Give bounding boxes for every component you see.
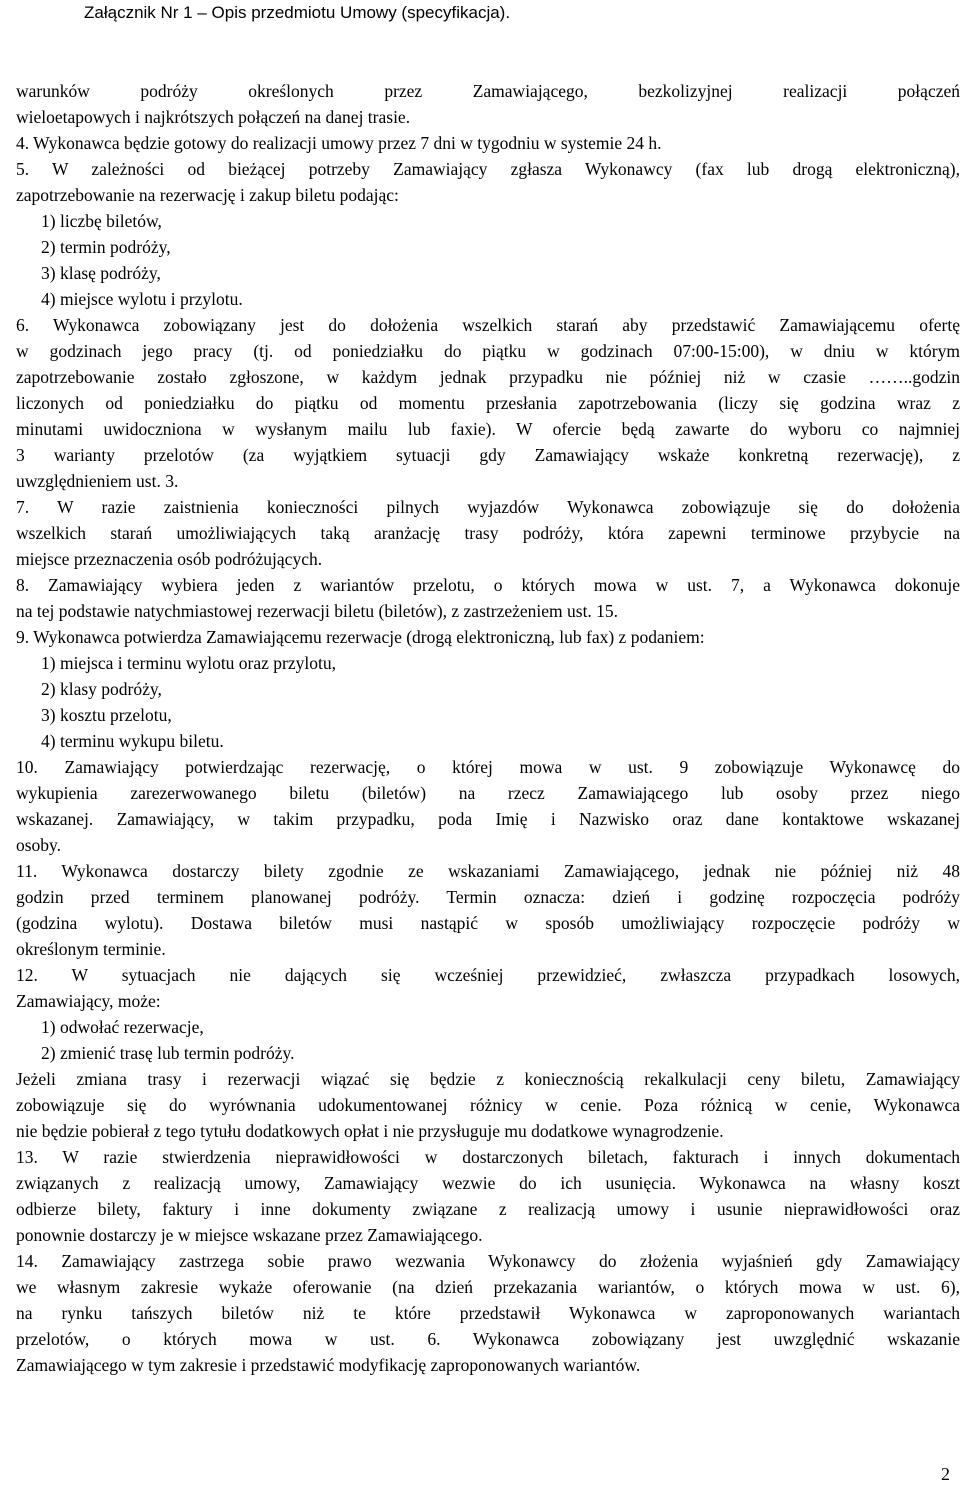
list-item: 3) kosztu przelotu, (41, 705, 172, 725)
text-line: godzin przed terminem planowanej podróży. Termin oznacza: dzień i godzinę rozpoczęcia podróży (16, 887, 960, 907)
list-item: 4) terminu wykupu biletu. (41, 731, 224, 751)
text-line: 8. Zamawiający wybiera jeden z wariantów przelotu, o których mowa w ust. 7, a Wykonawca dokonuje (16, 575, 960, 595)
text-line: wszelkich starań umożliwiających taką aranżację trasy podróży, która zapewni terminowe przybycie na (16, 523, 960, 543)
text-line: odbierze bilety, faktury i inne dokumenty związane z realizacją umowy i usunie nieprawidłowości oraz (16, 1199, 960, 1219)
text-line: 5. W zależności od bieżącej potrzeby Zamawiający zgłasza Wykonawcy (fax lub drogą elektroniczną), (16, 159, 960, 179)
text-line: (godzina wylotu). Dostawa biletów musi nastąpić w sposób umożliwiający rozpoczęcie podróży w (16, 913, 960, 933)
text-line: 11. Wykonawca dostarczy bilety zgodnie ze wskazaniami Zamawiającego, jednak nie później niż 48 (16, 861, 960, 881)
text-line: 7. W razie zaistnienia konieczności pilnych wyjazdów Wykonawca zobowiązuje się do dołożenia (16, 497, 960, 517)
text-line: na rynku tańszych biletów niż te które przedstawił Wykonawca w zaproponowanych wariantach (16, 1303, 960, 1323)
text-line: Jeżeli zmiana trasy i rezerwacji wiązać się będzie z koniecznością rekalkulacji ceny biletu, Zamawiający (16, 1069, 960, 1089)
text-line: wieloetapowych i najkrótszych połączeń na danej trasie. (16, 107, 411, 127)
list-item: 2) termin podróży, (41, 237, 171, 257)
text-line: 12. W sytuacjach nie dających się wcześniej przewidzieć, zwłaszcza przypadkach losowych, (16, 965, 960, 985)
text-line: minutami uwidoczniona w wysłanym mailu lub faxie). W ofercie będą zawarte do wyboru co najmniej (16, 419, 960, 439)
text-line: warunków podróży określonych przez Zamawiającego, bezkolizyjnej realizacji połączeń (16, 81, 960, 101)
text-line: ponownie dostarczy je w miejsce wskazane przez Zamawiającego. (16, 1225, 483, 1245)
text-line: we własnym zakresie wykaże oferowanie (na dzień przekazania wariantów, o których mowa w ust. 6), (16, 1277, 960, 1297)
text-line: osoby. (16, 835, 62, 855)
text-line: związanych z realizacją umowy, Zamawiający wezwie do ich usunięcia. Wykonawca na własny koszt (16, 1173, 960, 1193)
list-item: 1) liczbę biletów, (41, 211, 162, 231)
text-line: nie będzie pobierał z tego tytułu dodatkowych opłat i nie przysługuje mu dodatkowe wynagrodzenie. (16, 1121, 724, 1141)
text-line: Zamawiającego w tym zakresie i przedstawić modyfikację zaproponowanych wariantów. (16, 1355, 641, 1375)
text-line: 4. Wykonawca będzie gotowy do realizacji umowy przez 7 dni w tygodniu w systemie 24 h. (16, 133, 662, 153)
text-line: wskazanej. Zamawiający, w takim przypadku, poda Imię i Nazwisko oraz dane kontaktowe wskazanej (16, 809, 960, 829)
text-line: 6. Wykonawca zobowiązany jest do dołożenia wszelkich starań aby przedstawić Zamawiającemu ofertę (16, 315, 960, 335)
page-number: 2 (941, 1464, 950, 1484)
text-line: 3 warianty przelotów (za wyjątkiem sytuacji gdy Zamawiający wskaże konkretną rezerwację), z (16, 445, 960, 465)
text-line: 14. Zamawiający zastrzega sobie prawo wezwania Wykonawcy do złożenia wyjaśnień gdy Zamawiający (16, 1251, 960, 1271)
text-line: określonym terminie. (16, 939, 166, 959)
text-line: liczonych od poniedziałku do piątku od momentu przesłania zapotrzebowania (liczy się godzina wraz z (16, 393, 960, 413)
text-line: 10. Zamawiający potwierdzając rezerwację, o której mowa w ust. 9 zobowiązuje Wykonawcę do (16, 757, 960, 777)
text-line: zobowiązuje się do wyrównania udokumentowanej różnicy w cenie. Poza różnicą w cenie, Wykonawca (16, 1095, 960, 1115)
list-item: 3) klasę podróży, (41, 263, 161, 283)
text-line: w godzinach jego pracy (tj. od poniedziałku do piątku w godzinach 07:00-15:00), w dniu w którym (16, 341, 960, 361)
text-line: miejsce przeznaczenia osób podróżujących. (16, 549, 323, 569)
list-item: 1) odwołać rezerwacje, (41, 1017, 204, 1037)
list-item: 4) miejsce wylotu i przylotu. (41, 289, 243, 309)
text-line: zapotrzebowanie zostało zgłoszone, w każdym jednak przypadku nie później niż w czasie ……..godzin (16, 367, 960, 387)
list-item: 2) zmienić trasę lub termin podróży. (41, 1043, 295, 1063)
list-item: 1) miejsca i terminu wylotu oraz przylotu, (41, 653, 336, 673)
text-line: 13. W razie stwierdzenia nieprawidłowości w dostarczonych biletach, fakturach i innych dokumentach (16, 1147, 960, 1167)
text-line: uwzględnieniem ust. 3. (16, 471, 179, 491)
text-line: przelotów, o których mowa w ust. 6. Wykonawca zobowiązany jest uwzględnić wskazanie (16, 1329, 960, 1349)
text-line: Zamawiający, może: (16, 991, 161, 1011)
text-line: na tej podstawie natychmiastowej rezerwacji biletu (biletów), z zastrzeżeniem ust. 15. (16, 601, 619, 621)
document-body (16, 78, 960, 1378)
page-header-title: Załącznik Nr 1 – Opis przedmiotu Umowy (specyfikacja). (84, 3, 511, 22)
text-line: zapotrzebowanie na rezerwację i zakup biletu podając: (16, 185, 399, 205)
text-line: 9. Wykonawca potwierdza Zamawiającemu rezerwacje (drogą elektroniczną, lub fax) z podaniem: (16, 627, 705, 647)
text-line: wykupienia zarezerwowanego biletu (biletów) na rzecz Zamawiającego lub osoby przez niego (16, 783, 960, 803)
list-item: 2) klasy podróży, (41, 679, 162, 699)
